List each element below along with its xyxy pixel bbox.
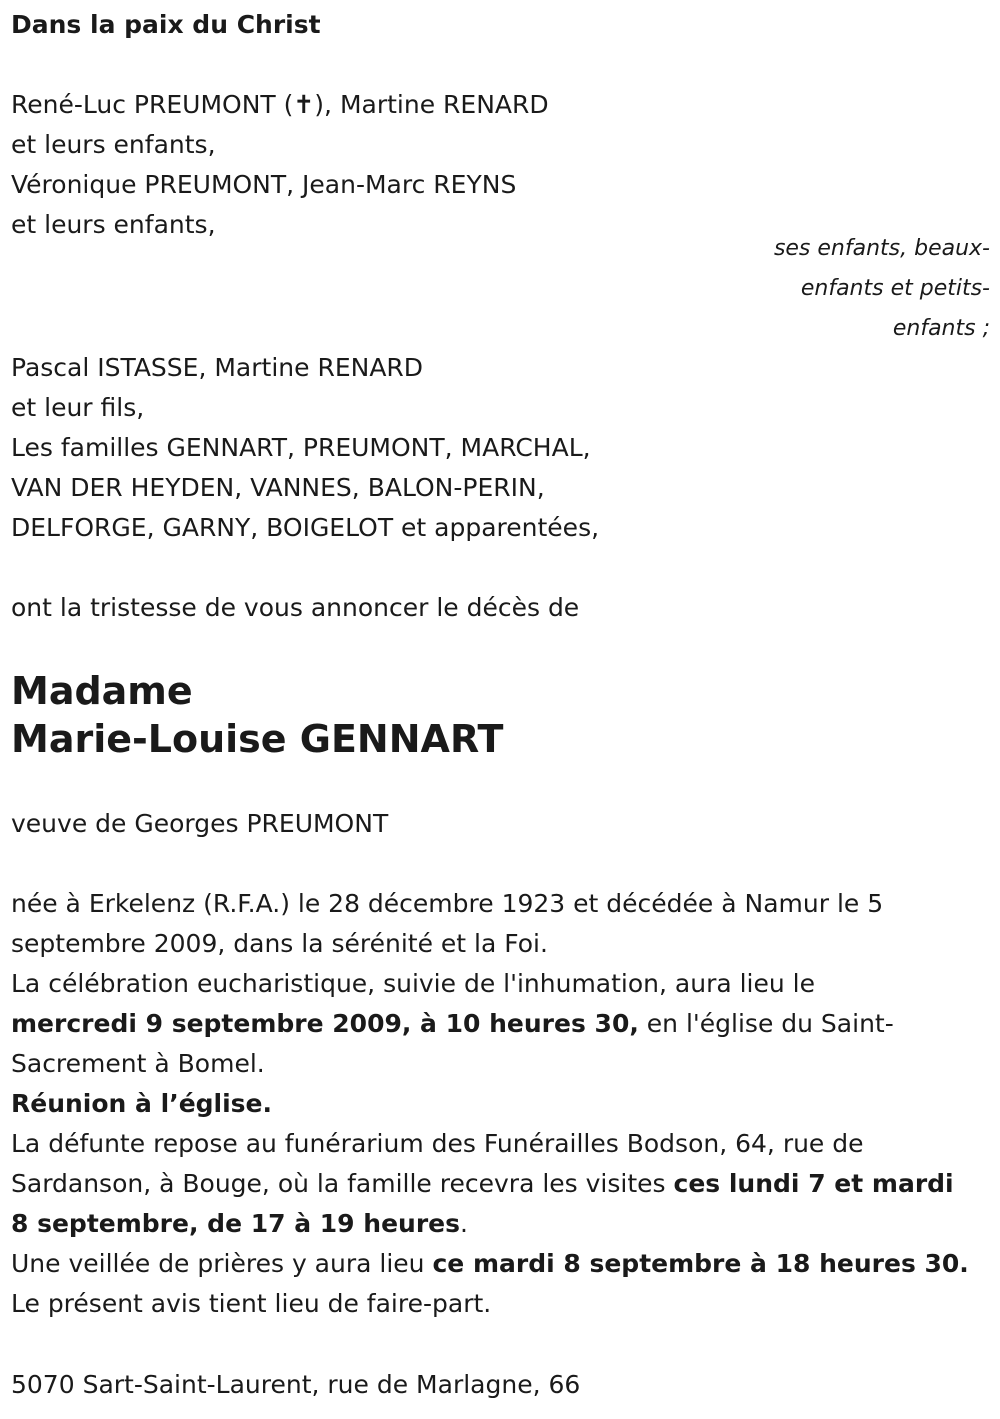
birth-death-line: née à Erkelenz (R.F.A.) le 28 décembre 1923 et décédée à Namur le 5 [11, 889, 884, 918]
family-line: Véronique PREUMONT, Jean-Marc REYNS [11, 170, 517, 199]
vigil-text: Une veillée de prières y aura lieu [11, 1249, 433, 1278]
ceremony-place: en l'église du Saint- [638, 1009, 894, 1038]
birth-death-line: septembre 2009, dans la sérénité et la Foi. [11, 929, 548, 958]
family-group-first [11, 85, 549, 245]
family-line: VAN DER HEYDEN, VANNES, BALON-PERIN, [11, 473, 545, 502]
visit-end: . [460, 1209, 468, 1238]
meeting-note: Réunion à l’église. [11, 1089, 273, 1118]
family-line: Les familles GENNART, PREUMONT, MARCHAL, [11, 433, 591, 462]
page-header: Dans la paix du Christ [11, 10, 321, 39]
deceased-full-name: Marie-Louise GENNART [11, 717, 504, 761]
ceremony-place-line: Sacrement à Bomel. [11, 1049, 265, 1078]
family-line: René-Luc PREUMONT (✝), Martine RENARD [11, 90, 549, 119]
vigil-date: ce mardi 8 septembre à 18 heures 30. [432, 1249, 969, 1278]
family-line: et leur fils, [11, 393, 145, 422]
visit-hours-line [11, 1204, 991, 1244]
family-line: DELFORGE, GARNY, BOIGELOT et apparentées, [11, 513, 600, 542]
family-line: Pascal ISTASSE, Martine RENARD [11, 353, 424, 382]
announcement-intro: ont la tristesse de vous annoncer le décès de [11, 593, 580, 622]
visit-line [11, 1164, 991, 1204]
visit-days: ces lundi 7 et mardi [673, 1169, 954, 1198]
note-line: ses enfants, beaux- [773, 236, 990, 261]
note-line: enfants et petits- [800, 276, 990, 301]
relationship-note [774, 229, 990, 349]
visit-location: Sardanson, à Bouge, où la famille recevra les visites [11, 1169, 674, 1198]
vigil-line [11, 1244, 991, 1284]
deceased-name [11, 667, 503, 763]
family-address: 5070 Sart-Saint-Laurent, rue de Marlagne, 66 [11, 1370, 581, 1399]
deceased-title: Madame [11, 669, 193, 713]
note-line: enfants ; [892, 316, 990, 341]
funeral-details [11, 884, 991, 1324]
notice-line: Le présent avis tient lieu de faire-part. [11, 1289, 492, 1318]
family-group-second [11, 348, 599, 548]
ceremony-date-line [11, 1004, 991, 1044]
visit-hours: 8 septembre, de 17 à 19 heures [11, 1209, 460, 1238]
ceremony-date: mercredi 9 septembre 2009, à 10 heures 30, [11, 1009, 639, 1038]
family-line: et leurs enfants, [11, 210, 216, 239]
rest-line: La défunte repose au funérarium des Funérailles Bodson, 64, rue de [11, 1129, 864, 1158]
family-line: et leurs enfants, [11, 130, 216, 159]
ceremony-line: La célébration eucharistique, suivie de l'inhumation, aura lieu le [11, 969, 816, 998]
widow-of: veuve de Georges PREUMONT [11, 809, 389, 838]
